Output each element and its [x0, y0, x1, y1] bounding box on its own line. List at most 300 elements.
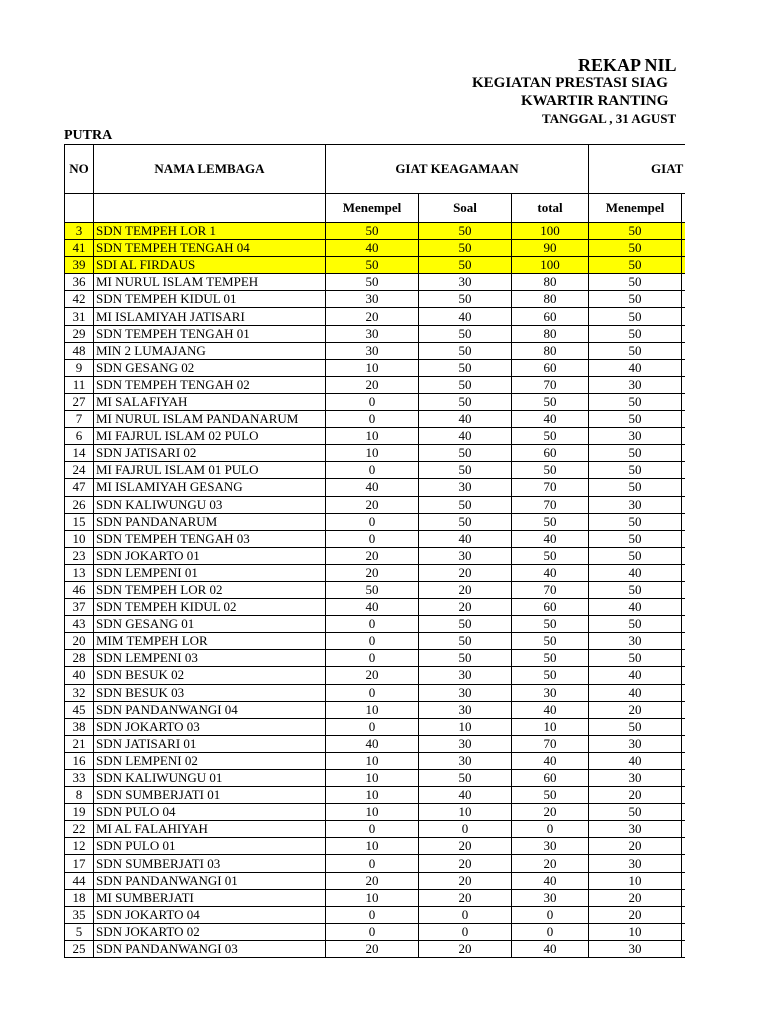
- cell-total[interactable]: 50: [512, 650, 589, 667]
- cell-no[interactable]: 44: [65, 872, 94, 889]
- cell-name[interactable]: SDN PANDANWANGI 03: [94, 940, 326, 957]
- cell-menempel-2[interactable]: 40: [589, 667, 682, 684]
- cell-name[interactable]: SDN BESUK 03: [94, 684, 326, 701]
- cell-no[interactable]: 39: [65, 257, 94, 274]
- cell-soal[interactable]: 40: [419, 411, 512, 428]
- cell-cut[interactable]: [682, 240, 685, 257]
- cell-no[interactable]: 25: [65, 940, 94, 957]
- cell-no[interactable]: 37: [65, 599, 94, 616]
- cell-total[interactable]: 20: [512, 855, 589, 872]
- cell-menempel-2[interactable]: 50: [589, 462, 682, 479]
- cell-menempel[interactable]: 0: [326, 684, 419, 701]
- cell-name[interactable]: SDN PULO 01: [94, 838, 326, 855]
- cell-menempel[interactable]: 50: [326, 581, 419, 598]
- cell-menempel-2[interactable]: 30: [589, 735, 682, 752]
- cell-soal[interactable]: 50: [419, 445, 512, 462]
- cell-cut[interactable]: [682, 445, 685, 462]
- cell-menempel-2[interactable]: 30: [589, 855, 682, 872]
- cell-no[interactable]: 22: [65, 821, 94, 838]
- cell-no[interactable]: 48: [65, 342, 94, 359]
- cell-soal[interactable]: 40: [419, 530, 512, 547]
- cell-total[interactable]: 20: [512, 804, 589, 821]
- cell-name[interactable]: MI ISLAMIYAH JATISARI: [94, 308, 326, 325]
- cell-name[interactable]: SDN PANDANWANGI 04: [94, 701, 326, 718]
- cell-soal[interactable]: 20: [419, 855, 512, 872]
- cell-total[interactable]: 70: [512, 735, 589, 752]
- cell-menempel[interactable]: 10: [326, 787, 419, 804]
- cell-no[interactable]: 15: [65, 513, 94, 530]
- cell-cut[interactable]: [682, 308, 685, 325]
- cell-menempel[interactable]: 10: [326, 770, 419, 787]
- cell-total[interactable]: 80: [512, 274, 589, 291]
- cell-cut[interactable]: [682, 376, 685, 393]
- cell-total[interactable]: 70: [512, 496, 589, 513]
- cell-soal[interactable]: 10: [419, 718, 512, 735]
- cell-soal[interactable]: 30: [419, 274, 512, 291]
- cell-name[interactable]: SDN TEMPEH LOR 1: [94, 223, 326, 240]
- cell-menempel[interactable]: 40: [326, 735, 419, 752]
- cell-total[interactable]: 50: [512, 428, 589, 445]
- cell-menempel-2[interactable]: 40: [589, 564, 682, 581]
- cell-total[interactable]: 70: [512, 581, 589, 598]
- cell-name[interactable]: SDN TEMPEH KIDUL 02: [94, 599, 326, 616]
- cell-name[interactable]: SDN JOKARTO 04: [94, 906, 326, 923]
- cell-soal[interactable]: 40: [419, 428, 512, 445]
- cell-menempel-2[interactable]: 40: [589, 684, 682, 701]
- cell-no[interactable]: 38: [65, 718, 94, 735]
- cell-name[interactable]: SDI AL FIRDAUS: [94, 257, 326, 274]
- cell-name[interactable]: SDN SUMBERJATI 03: [94, 855, 326, 872]
- cell-no[interactable]: 7: [65, 411, 94, 428]
- cell-menempel[interactable]: 40: [326, 479, 419, 496]
- cell-menempel-2[interactable]: 50: [589, 804, 682, 821]
- cell-cut[interactable]: [682, 581, 685, 598]
- cell-no[interactable]: 46: [65, 581, 94, 598]
- cell-total[interactable]: 30: [512, 684, 589, 701]
- cell-menempel-2[interactable]: 20: [589, 889, 682, 906]
- cell-soal[interactable]: 50: [419, 650, 512, 667]
- cell-menempel[interactable]: 20: [326, 496, 419, 513]
- cell-name[interactable]: SDN JATISARI 01: [94, 735, 326, 752]
- cell-cut[interactable]: [682, 462, 685, 479]
- cell-name[interactable]: MI SUMBERJATI: [94, 889, 326, 906]
- cell-cut[interactable]: [682, 496, 685, 513]
- cell-name[interactable]: SDN TEMPEH TENGAH 04: [94, 240, 326, 257]
- cell-name[interactable]: SDN TEMPEH TENGAH 02: [94, 376, 326, 393]
- cell-menempel[interactable]: 10: [326, 804, 419, 821]
- cell-cut[interactable]: [682, 616, 685, 633]
- cell-no[interactable]: 40: [65, 667, 94, 684]
- cell-soal[interactable]: 50: [419, 257, 512, 274]
- cell-menempel[interactable]: 0: [326, 718, 419, 735]
- cell-cut[interactable]: [682, 599, 685, 616]
- cell-name[interactable]: MI ISLAMIYAH GESANG: [94, 479, 326, 496]
- cell-cut[interactable]: [682, 701, 685, 718]
- cell-total[interactable]: 100: [512, 257, 589, 274]
- cell-menempel-2[interactable]: 30: [589, 496, 682, 513]
- cell-menempel-2[interactable]: 30: [589, 770, 682, 787]
- cell-menempel-2[interactable]: 50: [589, 530, 682, 547]
- cell-cut[interactable]: [682, 752, 685, 769]
- cell-name[interactable]: SDN LEMPENI 03: [94, 650, 326, 667]
- cell-menempel[interactable]: 20: [326, 308, 419, 325]
- cell-menempel-2[interactable]: 50: [589, 308, 682, 325]
- cell-no[interactable]: 47: [65, 479, 94, 496]
- cell-soal[interactable]: 30: [419, 667, 512, 684]
- cell-menempel[interactable]: 10: [326, 752, 419, 769]
- cell-soal[interactable]: 20: [419, 599, 512, 616]
- cell-menempel-2[interactable]: 50: [589, 325, 682, 342]
- cell-total[interactable]: 40: [512, 752, 589, 769]
- cell-menempel[interactable]: 0: [326, 821, 419, 838]
- cell-no[interactable]: 45: [65, 701, 94, 718]
- cell-cut[interactable]: [682, 735, 685, 752]
- cell-total[interactable]: 50: [512, 462, 589, 479]
- cell-no[interactable]: 32: [65, 684, 94, 701]
- cell-no[interactable]: 8: [65, 787, 94, 804]
- cell-no[interactable]: 3: [65, 223, 94, 240]
- cell-menempel-2[interactable]: 40: [589, 359, 682, 376]
- cell-no[interactable]: 27: [65, 393, 94, 410]
- cell-menempel-2[interactable]: 50: [589, 342, 682, 359]
- cell-no[interactable]: 29: [65, 325, 94, 342]
- cell-total[interactable]: 80: [512, 342, 589, 359]
- cell-cut[interactable]: [682, 547, 685, 564]
- cell-menempel[interactable]: 0: [326, 411, 419, 428]
- cell-menempel[interactable]: 20: [326, 547, 419, 564]
- cell-cut[interactable]: [682, 257, 685, 274]
- cell-menempel-2[interactable]: 40: [589, 599, 682, 616]
- cell-menempel[interactable]: 10: [326, 359, 419, 376]
- cell-cut[interactable]: [682, 513, 685, 530]
- cell-name[interactable]: SDN BESUK 02: [94, 667, 326, 684]
- cell-cut[interactable]: [682, 223, 685, 240]
- cell-soal[interactable]: 0: [419, 821, 512, 838]
- cell-cut[interactable]: [682, 804, 685, 821]
- cell-menempel[interactable]: 30: [326, 342, 419, 359]
- cell-total[interactable]: 30: [512, 889, 589, 906]
- cell-soal[interactable]: 30: [419, 479, 512, 496]
- cell-no[interactable]: 33: [65, 770, 94, 787]
- cell-no[interactable]: 20: [65, 633, 94, 650]
- cell-menempel[interactable]: 0: [326, 530, 419, 547]
- cell-no[interactable]: 12: [65, 838, 94, 855]
- cell-name[interactable]: SDN TEMPEH KIDUL 01: [94, 291, 326, 308]
- cell-total[interactable]: 0: [512, 906, 589, 923]
- cell-name[interactable]: SDN LEMPENI 02: [94, 752, 326, 769]
- cell-cut[interactable]: [682, 940, 685, 957]
- cell-cut[interactable]: [682, 650, 685, 667]
- cell-soal[interactable]: 50: [419, 393, 512, 410]
- cell-menempel-2[interactable]: 10: [589, 872, 682, 889]
- cell-menempel[interactable]: 0: [326, 393, 419, 410]
- cell-no[interactable]: 5: [65, 923, 94, 940]
- cell-menempel-2[interactable]: 50: [589, 650, 682, 667]
- cell-name[interactable]: MI FAJRUL ISLAM 01 PULO: [94, 462, 326, 479]
- cell-menempel-2[interactable]: 50: [589, 291, 682, 308]
- cell-cut[interactable]: [682, 855, 685, 872]
- cell-total[interactable]: 60: [512, 599, 589, 616]
- cell-name[interactable]: MI NURUL ISLAM PANDANARUM: [94, 411, 326, 428]
- cell-name[interactable]: SDN TEMPEH TENGAH 03: [94, 530, 326, 547]
- cell-soal[interactable]: 50: [419, 513, 512, 530]
- cell-menempel-2[interactable]: 50: [589, 240, 682, 257]
- cell-soal[interactable]: 30: [419, 547, 512, 564]
- cell-total[interactable]: 40: [512, 872, 589, 889]
- cell-total[interactable]: 70: [512, 376, 589, 393]
- cell-menempel-2[interactable]: 50: [589, 257, 682, 274]
- cell-menempel[interactable]: 50: [326, 223, 419, 240]
- cell-soal[interactable]: 30: [419, 735, 512, 752]
- cell-name[interactable]: MI AL FALAHIYAH: [94, 821, 326, 838]
- cell-soal[interactable]: 50: [419, 325, 512, 342]
- cell-name[interactable]: SDN GESANG 01: [94, 616, 326, 633]
- cell-name[interactable]: SDN KALIWUNGU 01: [94, 770, 326, 787]
- cell-soal[interactable]: 50: [419, 240, 512, 257]
- cell-total[interactable]: 50: [512, 787, 589, 804]
- cell-cut[interactable]: [682, 821, 685, 838]
- cell-total[interactable]: 50: [512, 513, 589, 530]
- cell-soal[interactable]: 10: [419, 804, 512, 821]
- cell-total[interactable]: 90: [512, 240, 589, 257]
- cell-cut[interactable]: [682, 359, 685, 376]
- cell-soal[interactable]: 40: [419, 308, 512, 325]
- cell-soal[interactable]: 30: [419, 684, 512, 701]
- cell-soal[interactable]: 0: [419, 923, 512, 940]
- cell-soal[interactable]: 30: [419, 701, 512, 718]
- cell-menempel-2[interactable]: 30: [589, 428, 682, 445]
- cell-name[interactable]: SDN TEMPEH LOR 02: [94, 581, 326, 598]
- cell-menempel[interactable]: 10: [326, 445, 419, 462]
- cell-total[interactable]: 50: [512, 616, 589, 633]
- cell-menempel-2[interactable]: 50: [589, 718, 682, 735]
- cell-total[interactable]: 40: [512, 701, 589, 718]
- cell-menempel-2[interactable]: 20: [589, 787, 682, 804]
- cell-no[interactable]: 21: [65, 735, 94, 752]
- cell-menempel-2[interactable]: 20: [589, 906, 682, 923]
- cell-total[interactable]: 100: [512, 223, 589, 240]
- cell-cut[interactable]: [682, 770, 685, 787]
- cell-menempel[interactable]: 0: [326, 906, 419, 923]
- cell-menempel[interactable]: 0: [326, 616, 419, 633]
- cell-menempel[interactable]: 20: [326, 667, 419, 684]
- cell-no[interactable]: 31: [65, 308, 94, 325]
- cell-menempel-2[interactable]: 50: [589, 581, 682, 598]
- cell-total[interactable]: 70: [512, 479, 589, 496]
- cell-soal[interactable]: 50: [419, 633, 512, 650]
- cell-menempel-2[interactable]: 50: [589, 616, 682, 633]
- cell-no[interactable]: 28: [65, 650, 94, 667]
- cell-cut[interactable]: [682, 393, 685, 410]
- cell-no[interactable]: 18: [65, 889, 94, 906]
- cell-menempel[interactable]: 50: [326, 274, 419, 291]
- cell-no[interactable]: 23: [65, 547, 94, 564]
- cell-name[interactable]: MIN 2 LUMAJANG: [94, 342, 326, 359]
- cell-menempel[interactable]: 20: [326, 872, 419, 889]
- cell-soal[interactable]: 20: [419, 889, 512, 906]
- cell-menempel-2[interactable]: 40: [589, 752, 682, 769]
- cell-menempel[interactable]: 40: [326, 599, 419, 616]
- cell-cut[interactable]: [682, 274, 685, 291]
- cell-name[interactable]: SDN GESANG 02: [94, 359, 326, 376]
- cell-total[interactable]: 10: [512, 718, 589, 735]
- cell-menempel[interactable]: 10: [326, 838, 419, 855]
- cell-cut[interactable]: [682, 479, 685, 496]
- cell-soal[interactable]: 50: [419, 462, 512, 479]
- cell-total[interactable]: 0: [512, 923, 589, 940]
- cell-no[interactable]: 14: [65, 445, 94, 462]
- cell-menempel[interactable]: 40: [326, 240, 419, 257]
- cell-soal[interactable]: 50: [419, 376, 512, 393]
- cell-cut[interactable]: [682, 428, 685, 445]
- cell-soal[interactable]: 20: [419, 564, 512, 581]
- cell-menempel[interactable]: 10: [326, 428, 419, 445]
- cell-no[interactable]: 42: [65, 291, 94, 308]
- cell-soal[interactable]: 0: [419, 906, 512, 923]
- cell-soal[interactable]: 20: [419, 872, 512, 889]
- cell-name[interactable]: MIM TEMPEH LOR: [94, 633, 326, 650]
- cell-total[interactable]: 60: [512, 445, 589, 462]
- cell-menempel-2[interactable]: 50: [589, 393, 682, 410]
- cell-no[interactable]: 41: [65, 240, 94, 257]
- cell-menempel-2[interactable]: 50: [589, 411, 682, 428]
- cell-no[interactable]: 26: [65, 496, 94, 513]
- cell-menempel-2[interactable]: 50: [589, 223, 682, 240]
- cell-menempel-2[interactable]: 30: [589, 821, 682, 838]
- cell-no[interactable]: 19: [65, 804, 94, 821]
- cell-cut[interactable]: [682, 633, 685, 650]
- cell-total[interactable]: 60: [512, 359, 589, 376]
- cell-menempel-2[interactable]: 30: [589, 940, 682, 957]
- cell-soal[interactable]: 20: [419, 940, 512, 957]
- cell-soal[interactable]: 20: [419, 838, 512, 855]
- cell-menempel-2[interactable]: 20: [589, 701, 682, 718]
- cell-cut[interactable]: [682, 718, 685, 735]
- cell-name[interactable]: MI NURUL ISLAM TEMPEH: [94, 274, 326, 291]
- cell-total[interactable]: 60: [512, 308, 589, 325]
- cell-menempel[interactable]: 0: [326, 855, 419, 872]
- cell-name[interactable]: MI FAJRUL ISLAM 02 PULO: [94, 428, 326, 445]
- cell-cut[interactable]: [682, 838, 685, 855]
- cell-name[interactable]: SDN PULO 04: [94, 804, 326, 821]
- cell-menempel-2[interactable]: 50: [589, 547, 682, 564]
- cell-menempel[interactable]: 0: [326, 650, 419, 667]
- cell-cut[interactable]: [682, 872, 685, 889]
- cell-cut[interactable]: [682, 325, 685, 342]
- cell-cut[interactable]: [682, 667, 685, 684]
- cell-menempel-2[interactable]: 10: [589, 923, 682, 940]
- cell-menempel[interactable]: 30: [326, 325, 419, 342]
- cell-total[interactable]: 40: [512, 564, 589, 581]
- cell-total[interactable]: 80: [512, 291, 589, 308]
- cell-total[interactable]: 40: [512, 530, 589, 547]
- cell-menempel[interactable]: 20: [326, 376, 419, 393]
- cell-total[interactable]: 60: [512, 770, 589, 787]
- cell-name[interactable]: SDN LEMPENI 01: [94, 564, 326, 581]
- cell-menempel[interactable]: 0: [326, 633, 419, 650]
- cell-no[interactable]: 6: [65, 428, 94, 445]
- cell-no[interactable]: 43: [65, 616, 94, 633]
- cell-total[interactable]: 40: [512, 411, 589, 428]
- cell-total[interactable]: 50: [512, 633, 589, 650]
- cell-menempel-2[interactable]: 50: [589, 445, 682, 462]
- cell-name[interactable]: SDN KALIWUNGU 03: [94, 496, 326, 513]
- cell-menempel[interactable]: 10: [326, 889, 419, 906]
- cell-menempel[interactable]: 50: [326, 257, 419, 274]
- cell-name[interactable]: SDN JATISARI 02: [94, 445, 326, 462]
- cell-menempel-2[interactable]: 50: [589, 513, 682, 530]
- cell-soal[interactable]: 50: [419, 291, 512, 308]
- cell-soal[interactable]: 50: [419, 342, 512, 359]
- cell-menempel-2[interactable]: 50: [589, 479, 682, 496]
- cell-name[interactable]: MI SALAFIYAH: [94, 393, 326, 410]
- cell-soal[interactable]: 50: [419, 496, 512, 513]
- cell-menempel-2[interactable]: 30: [589, 633, 682, 650]
- cell-name[interactable]: SDN SUMBERJATI 01: [94, 787, 326, 804]
- cell-menempel[interactable]: 10: [326, 701, 419, 718]
- cell-soal[interactable]: 50: [419, 616, 512, 633]
- cell-cut[interactable]: [682, 906, 685, 923]
- cell-name[interactable]: SDN TEMPEH TENGAH 01: [94, 325, 326, 342]
- cell-cut[interactable]: [682, 411, 685, 428]
- cell-soal[interactable]: 20: [419, 581, 512, 598]
- cell-soal[interactable]: 50: [419, 359, 512, 376]
- cell-name[interactable]: SDN JOKARTO 02: [94, 923, 326, 940]
- cell-cut[interactable]: [682, 530, 685, 547]
- cell-total[interactable]: 50: [512, 547, 589, 564]
- cell-menempel[interactable]: 0: [326, 513, 419, 530]
- cell-total[interactable]: 50: [512, 393, 589, 410]
- cell-total[interactable]: 40: [512, 940, 589, 957]
- cell-no[interactable]: 10: [65, 530, 94, 547]
- cell-cut[interactable]: [682, 342, 685, 359]
- cell-total[interactable]: 80: [512, 325, 589, 342]
- cell-menempel[interactable]: 0: [326, 923, 419, 940]
- cell-total[interactable]: 30: [512, 838, 589, 855]
- cell-no[interactable]: 11: [65, 376, 94, 393]
- cell-no[interactable]: 16: [65, 752, 94, 769]
- cell-no[interactable]: 13: [65, 564, 94, 581]
- cell-cut[interactable]: [682, 923, 685, 940]
- cell-menempel-2[interactable]: 50: [589, 274, 682, 291]
- cell-soal[interactable]: 30: [419, 752, 512, 769]
- cell-cut[interactable]: [682, 889, 685, 906]
- cell-menempel[interactable]: 0: [326, 462, 419, 479]
- cell-menempel[interactable]: 30: [326, 291, 419, 308]
- cell-no[interactable]: 36: [65, 274, 94, 291]
- cell-cut[interactable]: [682, 787, 685, 804]
- cell-no[interactable]: 17: [65, 855, 94, 872]
- cell-soal[interactable]: 40: [419, 787, 512, 804]
- cell-name[interactable]: SDN PANDANARUM: [94, 513, 326, 530]
- cell-no[interactable]: 24: [65, 462, 94, 479]
- cell-name[interactable]: SDN JOKARTO 01: [94, 547, 326, 564]
- cell-name[interactable]: SDN JOKARTO 03: [94, 718, 326, 735]
- cell-menempel[interactable]: 20: [326, 940, 419, 957]
- cell-cut[interactable]: [682, 564, 685, 581]
- cell-no[interactable]: 9: [65, 359, 94, 376]
- cell-total[interactable]: 50: [512, 667, 589, 684]
- cell-menempel-2[interactable]: 30: [589, 376, 682, 393]
- cell-name[interactable]: SDN PANDANWANGI 01: [94, 872, 326, 889]
- cell-menempel-2[interactable]: 20: [589, 838, 682, 855]
- cell-menempel[interactable]: 20: [326, 564, 419, 581]
- cell-soal[interactable]: 50: [419, 223, 512, 240]
- cell-cut[interactable]: [682, 291, 685, 308]
- cell-no[interactable]: 35: [65, 906, 94, 923]
- cell-soal[interactable]: 50: [419, 770, 512, 787]
- cell-total[interactable]: 0: [512, 821, 589, 838]
